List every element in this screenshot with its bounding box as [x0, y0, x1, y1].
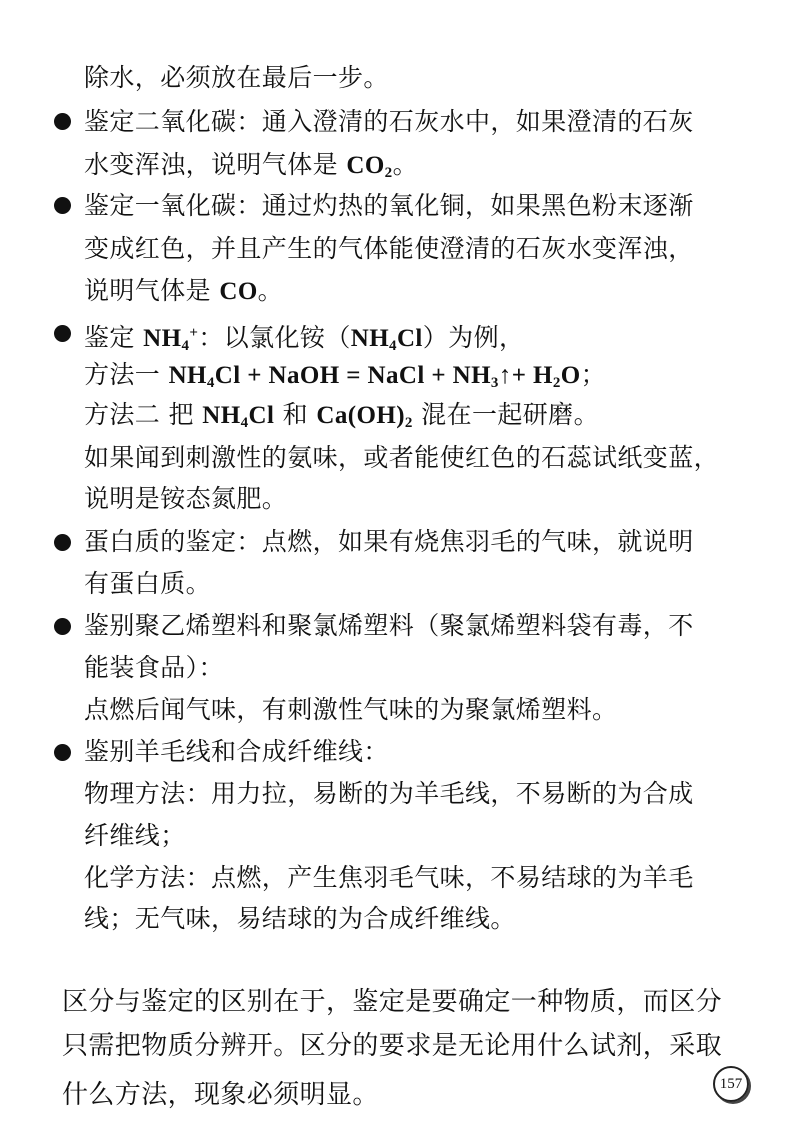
formula-part: NH — [143, 325, 182, 352]
text-line: 鉴定一氧化碳：通过灼热的氧化铜，如果黑色粉末逐渐 — [84, 191, 694, 220]
subscript: 4 — [389, 338, 397, 354]
text-line: 能装食品）： — [84, 653, 224, 682]
text-line: 线；无气味，易结球的为合成纤维线。 — [84, 904, 516, 933]
subscript: 4 — [206, 375, 215, 391]
formula-part: CO — [346, 152, 385, 179]
subscript: 2 — [552, 375, 561, 391]
text-line: 说明是铵态氮肥。 — [84, 484, 288, 513]
bullet — [54, 744, 71, 761]
subscript: 2 — [384, 165, 393, 181]
text-line: 纤维线； — [84, 821, 186, 850]
paragraph-line: 只需把物质分辨开。区分的要求是无论用什么试剂，采取 — [62, 1031, 723, 1061]
formula-part: ↑+ H — [498, 362, 553, 389]
text-span: 和 — [274, 400, 317, 429]
text-line: 除水，必须放在最后一步。 — [84, 63, 389, 92]
text-span: 说明气体是 — [84, 276, 220, 305]
formula-part: Cl + NaOH = NaCl + NH — [214, 362, 491, 389]
text-span: 。 — [257, 276, 284, 305]
paragraph-line: 区分与鉴定的区别在于，鉴定是要确定一种物质，而区分 — [62, 987, 723, 1017]
text-line: 鉴定二氧化碳：通入澄清的石灰水中，如果澄清的石灰 — [84, 107, 694, 136]
formula-co: CO — [219, 278, 258, 305]
bullet — [54, 618, 71, 635]
text-span: 混在一起研磨。 — [412, 400, 599, 429]
text-line: 点燃后闻气味，有刺激性气味的为聚氯烯塑料。 — [84, 695, 618, 724]
formula-part: O — [560, 362, 581, 389]
formula-part: Cl — [248, 402, 275, 429]
text-span: 方法二 把 — [84, 400, 203, 429]
paragraph-line: 什么方法，现象必须明显。 — [62, 1080, 379, 1110]
formula-part: NH — [168, 362, 207, 389]
formula-part: NH — [202, 402, 241, 429]
text-span: ：以氯化铵（ — [198, 323, 351, 352]
bullet — [54, 534, 71, 551]
text-line: 如果闻到刺激性的氨味，或者能使红色的石蕊试纸变蓝， — [84, 443, 720, 472]
text-span: 方法一 — [84, 360, 169, 389]
text-span: 鉴定 — [84, 323, 144, 352]
formula-part: Ca(OH) — [316, 402, 405, 429]
text-span: 。 — [392, 150, 418, 179]
formula-nh4cl — [202, 402, 274, 429]
subscript: 2 — [404, 415, 413, 431]
text-line: 蛋白质的鉴定：点燃，如果有烧焦羽毛的气味，就说明 — [84, 527, 694, 556]
bullet — [54, 325, 71, 342]
superscript: + — [189, 325, 199, 341]
subscript: 4 — [181, 338, 190, 354]
text-line: 变成红色，并且产生的气体能使澄清的石灰水变浑浊， — [84, 234, 694, 263]
text-line: 鉴别羊毛线和合成纤维线： — [84, 737, 389, 766]
text-line: 物理方法：用力拉，易断的为羊毛线，不易断的为合成 — [84, 779, 694, 808]
text-line — [84, 271, 283, 312]
subscript: 3 — [490, 375, 499, 391]
formula-nh4cl — [351, 325, 423, 352]
text-line — [84, 395, 599, 443]
text-line: 有蛋白质。 — [84, 569, 212, 598]
reaction-equation — [169, 362, 581, 389]
page-number: 157 — [713, 1066, 749, 1102]
text-span: ； — [580, 360, 607, 389]
formula-part: NH — [350, 325, 390, 352]
text-line: 化学方法：点燃，产生焦羽毛气味，不易结球的为羊毛 — [84, 863, 694, 892]
formula-part: Cl — [396, 325, 423, 352]
formula-co2 — [346, 152, 392, 179]
bullet — [54, 113, 71, 130]
text-span: 水变浑浊，说明气体是 — [84, 150, 347, 179]
formula-caoh2 — [316, 402, 412, 429]
formula-nh4 — [143, 325, 198, 352]
text-span: ）为例， — [422, 323, 525, 352]
bullet — [54, 197, 71, 214]
text-line: 鉴别聚乙烯塑料和聚氯烯塑料（聚氯烯塑料袋有毒，不 — [84, 611, 694, 640]
subscript: 4 — [240, 415, 249, 431]
